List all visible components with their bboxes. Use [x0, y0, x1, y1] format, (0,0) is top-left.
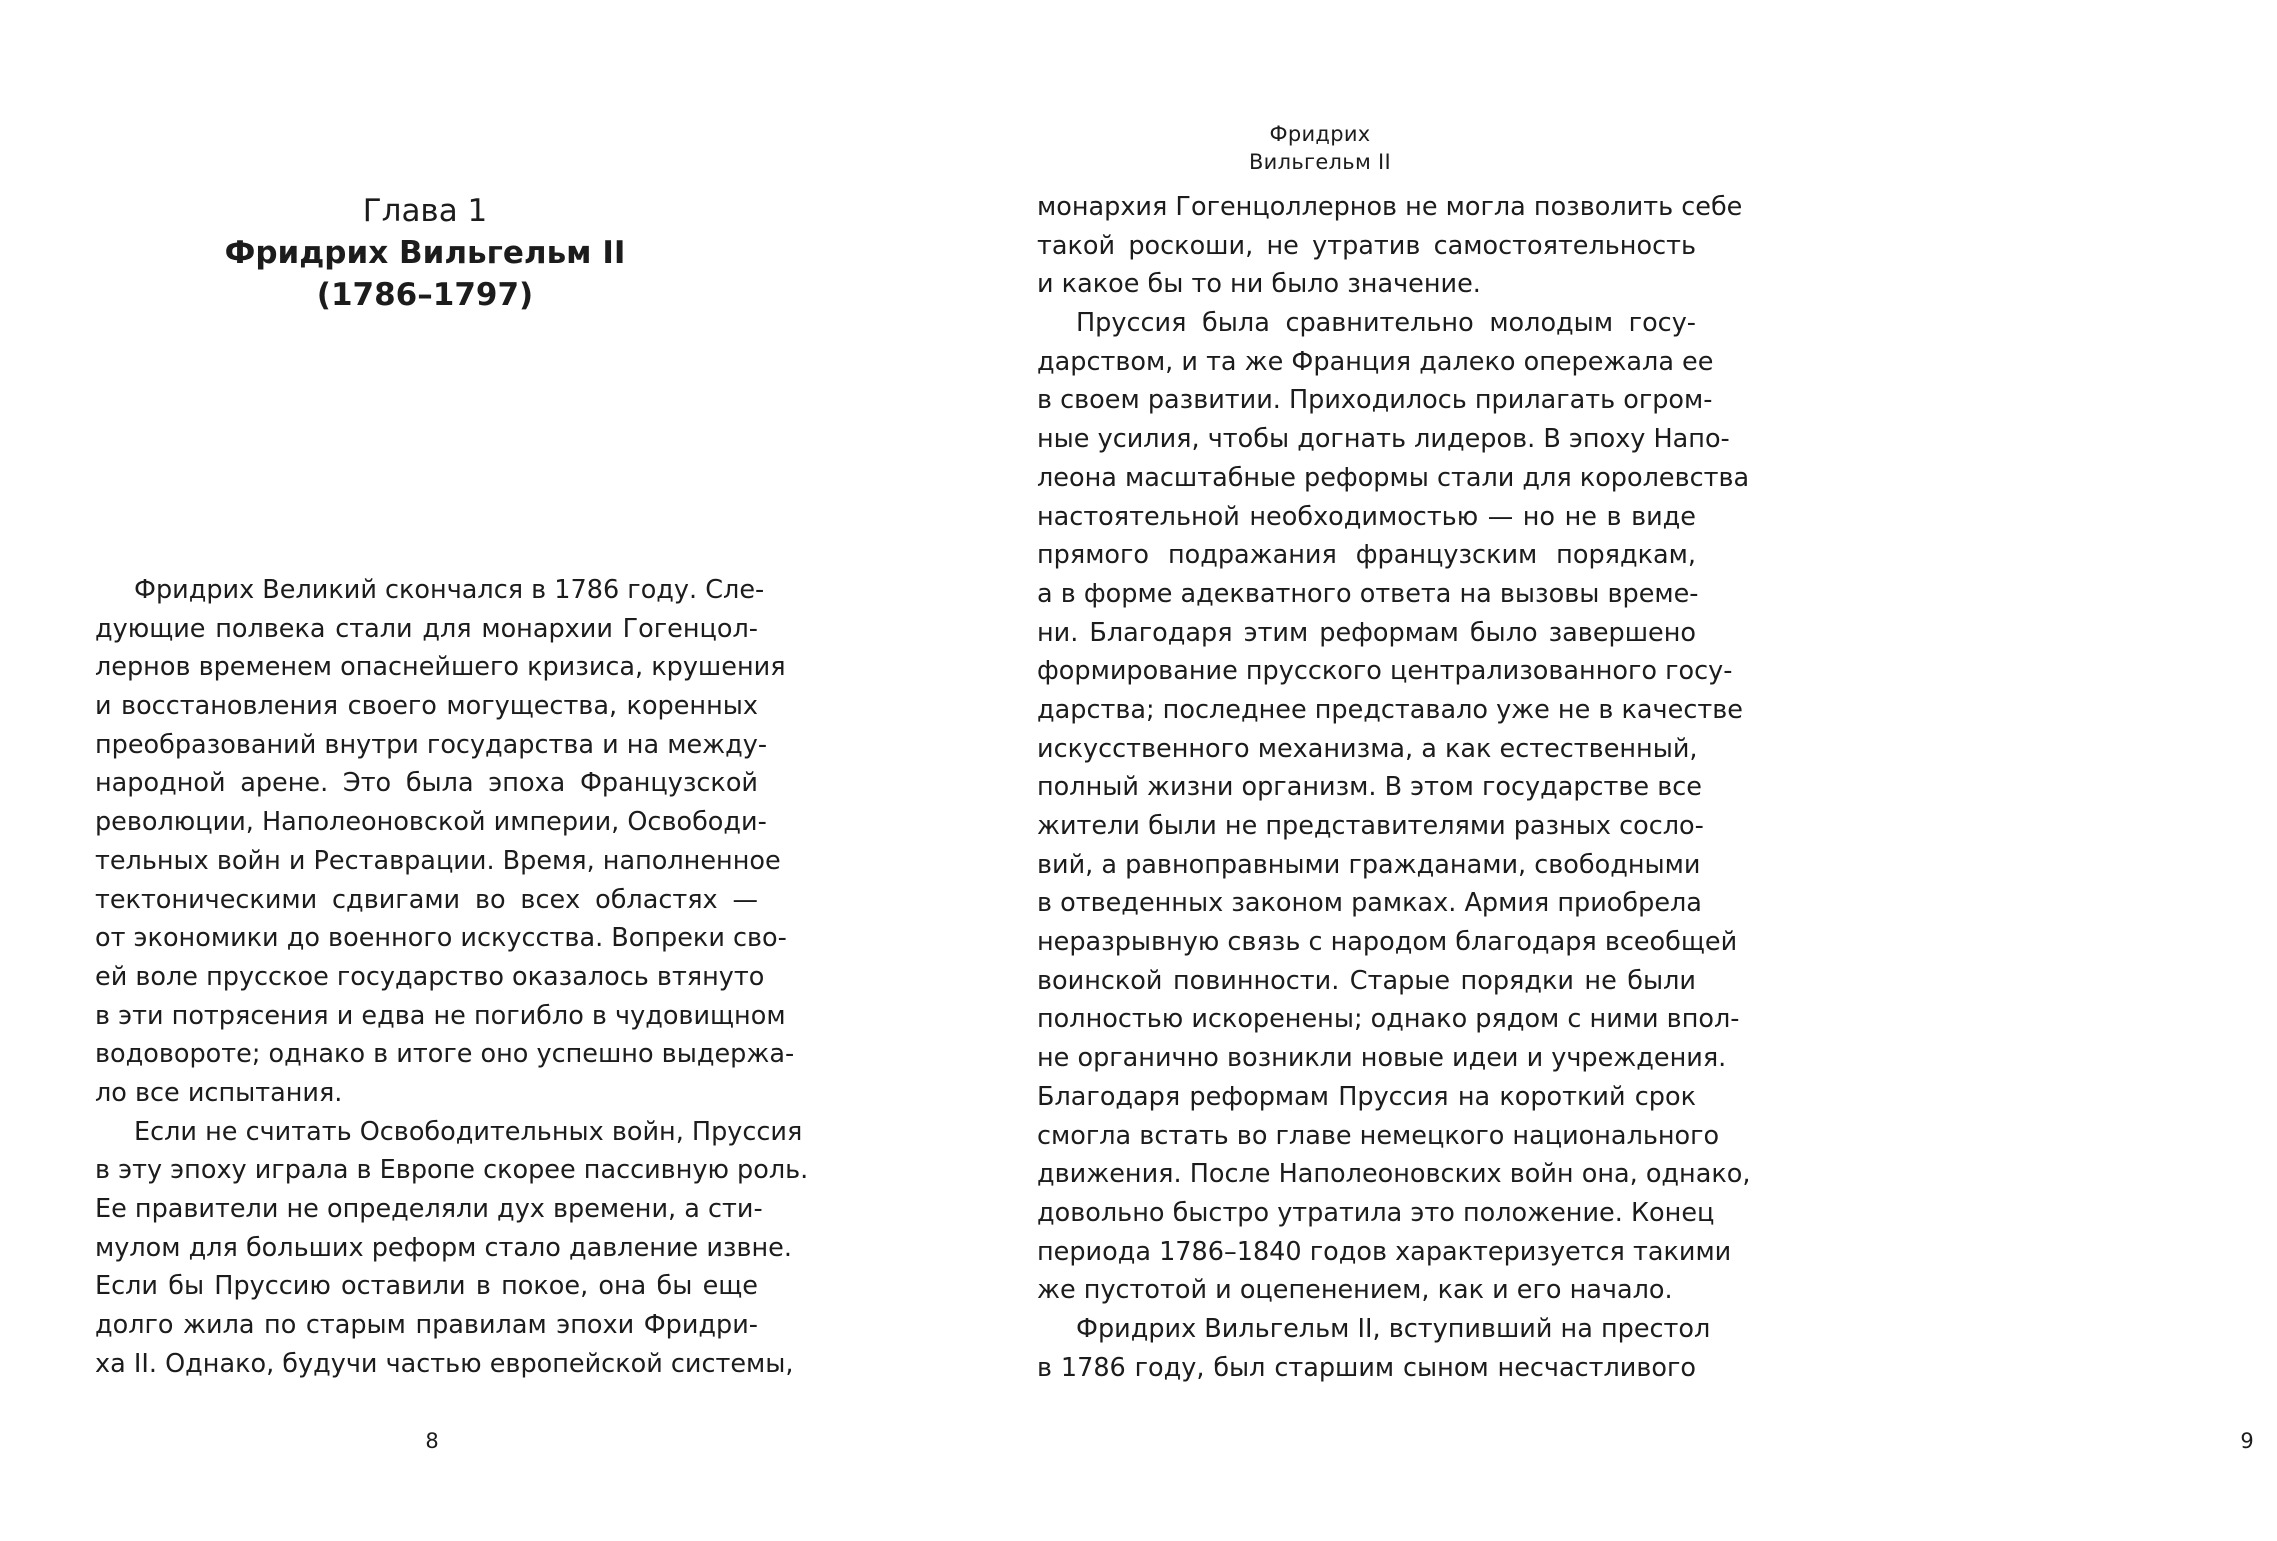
text-line: в отведенных законом рамках. Армия приобрела [1037, 888, 1702, 919]
text-line: ни. Благодаря этим реформам было завершено [1037, 617, 1696, 648]
text-line: ные усилия, чтобы догнать лидеров. В эпоху Напо- [1037, 424, 1730, 455]
text-line: водовороте; однако в итоге оно успешно выдержа- [95, 1039, 795, 1070]
text-line: ха II. Однако, будучи частью европейской системы, [95, 1348, 794, 1379]
text-line: же пустотой и оцепенением, как и его начало. [1037, 1275, 1673, 1306]
text-line: и восстановления своего могущества, коренных [95, 691, 758, 722]
text-line: дарства; последнее представало уже не в качестве [1037, 694, 1743, 725]
text-line: воинской повинности. Старые порядки не были [1037, 965, 1696, 996]
text-line: революции, Наполеоновской империи, Освободи- [95, 807, 767, 838]
page-number-left: 8 [425, 1429, 439, 1453]
text-line: полный жизни организм. В этом государстве все [1037, 772, 1702, 803]
text-line: настоятельной необходимостью — но не в виде [1037, 501, 1696, 532]
text-line: в своем развитии. Приходилось прилагать огром- [1037, 385, 1713, 416]
text-line: ло все испытания. [95, 1077, 343, 1108]
text-line: дующие полвека стали для монархии Гогенцол- [95, 613, 758, 644]
text-line: довольно быстро утратила это положение. Конец [1037, 1197, 1715, 1228]
page-number-right: 9 [2240, 1429, 2254, 1453]
text-line: неразрывную связь с народом благодаря всеобщей [1037, 927, 1738, 958]
text-line: движения. После Наполеоновских войн она, однако, [1037, 1159, 1751, 1190]
text-line: народной арене. Это была эпоха Французской [95, 768, 758, 799]
text-line: в эти потрясения и едва не погибло в чудовищном [95, 1000, 786, 1031]
text-line: Ее правители не определяли дух времени, а сти- [95, 1194, 763, 1224]
text-line: искусственного механизма, а как естественный, [1037, 733, 1698, 764]
text-line: мулом для больших реформ стало давление извне. [95, 1232, 792, 1263]
chapter-label: Глава 1 [362, 193, 488, 229]
text-line: периода 1786–1840 годов характеризуется такими [1037, 1236, 1732, 1267]
text-line: Если бы Пруссию оставили в покое, она бы еще [95, 1271, 758, 1302]
right-page [890, 0, 2254, 1541]
text-line: и какое бы то ни было значение. [1037, 269, 1481, 300]
text-line: от экономики до военного искусства. Вопреки сво- [95, 923, 787, 954]
text-line: Фридрих Вильгельм II, вступивший на престол [1076, 1313, 1711, 1344]
text-line: в 1786 году, был старшим сыном несчастливого [1037, 1352, 1696, 1383]
text-line: смогла встать во главе немецкого национального [1037, 1120, 1720, 1151]
text-line: формирование прусского централизованного госу- [1037, 656, 1733, 687]
text-line: жители были не представителями разных сосло- [1037, 811, 1704, 841]
text-line: Благодаря реформам Пруссия на короткий срок [1037, 1081, 1696, 1112]
running-head: Фридрих Вильгельм II [1248, 122, 1392, 174]
text-line: тектоническими сдвигами во всех областях — [95, 884, 758, 915]
text-line: а в форме адекватного ответа на вызовы време- [1037, 578, 1699, 609]
left-page [0, 0, 880, 1541]
text-line: полностью искоренены; однако рядом с ними впол- [1037, 1004, 1740, 1035]
text-line: в эту эпоху играла в Европе скорее пассивную роль. [95, 1155, 809, 1186]
text-line: тельных войн и Реставрации. Время, наполненное [95, 845, 781, 876]
text-line: дарством, и та же Франция далеко опережала ее [1037, 346, 1714, 377]
right-page-body-text [1037, 188, 1751, 1387]
chapter-heading [95, 190, 755, 316]
chapter-title: Фридрих Вильгельм II [224, 235, 626, 271]
text-line: Фридрих Великий скончался в 1786 году. Сле- [134, 575, 765, 605]
text-line: монархия Гогенцоллернов не могла позволить себе [1037, 192, 1743, 222]
text-line: преобразований внутри государства и на между- [95, 729, 768, 760]
text-line: долго жила по старым правилам эпохи Фридри- [95, 1310, 758, 1341]
left-page-body-text [95, 571, 809, 1383]
text-line: Пруссия была сравнительно молодым госу- [1076, 308, 1696, 339]
chapter-years: (1786–1797) [316, 277, 534, 313]
text-line: не органично возникли новые идеи и учреждения. [1037, 1043, 1727, 1074]
text-line: леона масштабные реформы стали для королевства [1037, 462, 1750, 493]
text-line: Если не считать Освободительных войн, Пруссия [134, 1116, 803, 1147]
text-line: прямого подражания французским порядкам, [1037, 540, 1696, 571]
text-line: ей воле прусское государство оказалось втянуто [95, 961, 765, 992]
text-line: вий, а равноправными гражданами, свободными [1037, 849, 1701, 880]
text-line: лернов временем опаснейшего кризиса, крушения [95, 652, 786, 683]
text-line: такой роскоши, не утратив самостоятельность [1037, 230, 1696, 261]
